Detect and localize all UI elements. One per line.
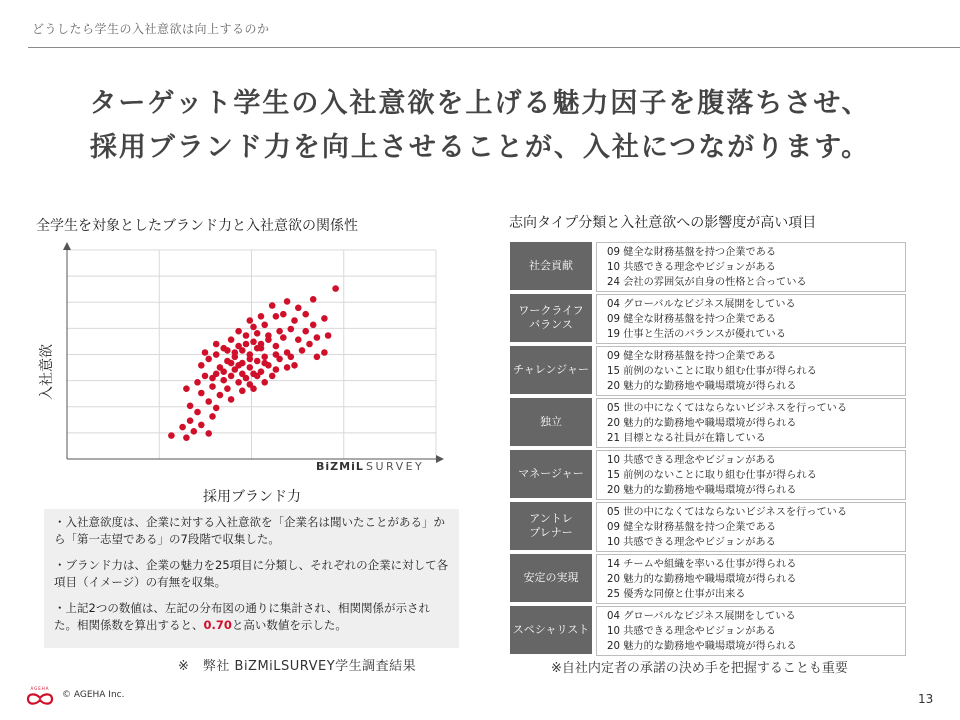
bizmil-survey-logo — [316, 460, 424, 473]
butterfly-icon — [28, 694, 52, 703]
scatter-point — [198, 390, 205, 397]
page-number: 13 — [918, 692, 934, 706]
type-item: 10 共感できる理念やビジョンがある — [607, 455, 776, 466]
ageha-logo-text: AGEHA — [30, 686, 50, 691]
type-label — [510, 606, 592, 654]
scatter-point — [243, 332, 250, 339]
note-2: ・ブランド力は、企業の魅力を25項目に分類し、それぞれの企業に対して各項目（イメージ）の有無を収集。 — [54, 558, 449, 589]
scatter-point — [280, 311, 287, 318]
scatter-point — [247, 317, 254, 324]
scatter-point — [202, 349, 209, 356]
type-row — [510, 502, 896, 550]
type-item: 09 健全な財務基盤を持つ企業である — [607, 351, 777, 362]
notes-box — [44, 509, 459, 648]
scatter-point — [258, 341, 265, 348]
scatter-point — [187, 403, 194, 410]
scatter-point — [273, 343, 280, 350]
scatter-point — [314, 334, 321, 341]
scatter-point — [273, 366, 280, 373]
type-item: 15 前例のないことに取り組む仕事が得られる — [607, 470, 817, 481]
type-items — [596, 398, 906, 448]
type-label — [510, 242, 592, 290]
scatter-point — [261, 322, 268, 329]
scatter-point — [288, 354, 295, 361]
scatter-point — [314, 354, 321, 361]
scatter-point — [284, 298, 291, 305]
type-label-text: 社会貢献 — [529, 259, 573, 272]
type-item: 15 前例のないことに取り組む仕事が得られる — [607, 366, 817, 377]
scatter-point — [321, 315, 328, 322]
scatter-point — [254, 330, 261, 337]
scatter-point — [187, 417, 194, 424]
scatter-point — [310, 322, 317, 329]
type-item: 25 優秀な同僚と仕事が出来る — [607, 589, 746, 600]
scatter-point — [213, 351, 220, 358]
scatter-point — [228, 396, 235, 403]
headline-line-1: ターゲット学生の入社意欲を上げる魅力因子を腹落ちさせ、 — [89, 88, 871, 119]
type-label-text: 安定の実現 — [523, 571, 579, 584]
type-item: 14 チームや組織を率いる仕事が得られる — [607, 559, 797, 570]
scatter-point — [332, 285, 339, 292]
type-item: 05 世の中になくてはならないビジネスを行っている — [607, 403, 848, 414]
type-row — [510, 294, 896, 342]
type-label-text: スペシャリスト — [512, 623, 590, 636]
type-label-text: 独立 — [540, 415, 562, 428]
x-axis-label: 採用ブランド力 — [203, 489, 301, 505]
scatter-point — [273, 313, 280, 320]
type-items — [596, 242, 906, 292]
type-label — [510, 450, 592, 498]
type-item: 09 健全な財務基盤を持つ企業である — [607, 314, 777, 325]
type-label-text: マネージャー — [518, 467, 584, 480]
headline-line-2: 採用ブランド力を向上させることが、入社につながります。 — [89, 132, 871, 163]
ageha-logo — [24, 684, 56, 708]
type-item: 20 魅力的な勤務地や職場環境が得られる — [607, 418, 797, 429]
scatter-point — [273, 351, 280, 358]
scatter-point — [250, 371, 257, 378]
logo-text-survey: SURVEY — [366, 460, 425, 473]
scatter-point — [179, 424, 186, 431]
y-axis-arrow-icon — [63, 242, 71, 250]
scatter-point — [183, 385, 190, 392]
type-item: 20 魅力的な勤務地や職場環境が得られる — [607, 641, 797, 652]
scatter-point — [269, 302, 276, 309]
scatter-point — [254, 358, 261, 365]
type-item: 04 グローバルなビジネス展開をしている — [607, 299, 796, 310]
scatter-point — [213, 405, 220, 412]
copyright: © AGEHA Inc. — [62, 690, 125, 700]
type-item: 20 魅力的な勤務地や職場環境が得られる — [607, 574, 797, 585]
type-row — [510, 346, 896, 394]
scatter-point — [209, 383, 216, 390]
survey-caption: ※ 弊社 BiZMiLSURVEY学生調査結果 — [178, 659, 417, 674]
type-label-text: アントレ プレナー — [529, 512, 573, 539]
logo-text-bizmil: BiZMiL — [316, 460, 364, 473]
scatter-point — [295, 305, 302, 312]
scatter-point — [191, 428, 198, 435]
scatter-point — [250, 385, 257, 392]
scatter-point — [306, 341, 313, 348]
note-3-text: ・上記2つの数値は、左記の分布図の通りに集計され、相関関係が示された。相関係数を算出すると、 — [54, 601, 431, 632]
breadcrumb: どうしたら学生の入社意欲は向上するのか — [32, 22, 270, 36]
scatter-point — [220, 377, 227, 384]
note-3 — [54, 600, 449, 634]
scatter-point — [209, 413, 216, 420]
scatter-point — [198, 422, 205, 429]
scatter-point — [202, 373, 209, 380]
scatter-section-title: 全学生を対象としたブランド力と入社意欲の関係性 — [36, 218, 358, 234]
scatter-point — [168, 432, 175, 439]
type-items — [596, 294, 906, 344]
type-label — [510, 502, 592, 550]
scatter-point — [228, 360, 235, 367]
scatter-point — [302, 328, 309, 335]
scatter-point — [213, 341, 220, 348]
scatter-point — [247, 364, 254, 371]
scatter-point — [247, 356, 254, 363]
scatter-point — [235, 328, 242, 335]
scatter-point — [280, 334, 287, 341]
scatter-point — [194, 409, 201, 416]
type-row — [510, 554, 896, 602]
scatter-point — [205, 430, 212, 437]
scatter-point — [235, 362, 242, 369]
type-item: 10 共感できる理念やビジョンがある — [607, 262, 776, 273]
scatter-point — [220, 368, 227, 375]
type-row — [510, 606, 896, 654]
type-label — [510, 294, 592, 342]
scatter-point — [295, 336, 302, 343]
type-row — [510, 398, 896, 446]
type-table — [510, 242, 896, 658]
scatter-point — [235, 379, 242, 386]
scatter-point — [299, 347, 306, 354]
scatter-point — [269, 373, 276, 380]
type-items — [596, 450, 906, 500]
scatter-point — [310, 296, 317, 303]
type-item: 20 魅力的な勤務地や職場環境が得られる — [607, 485, 797, 496]
type-item: 10 共感できる理念やビジョンがある — [607, 537, 776, 548]
scatter-chart — [36, 240, 460, 508]
type-items — [596, 554, 906, 604]
scatter-point — [265, 336, 272, 343]
type-item: 09 健全な財務基盤を持つ企業である — [607, 522, 777, 533]
scatter-point — [250, 324, 257, 331]
type-item: 05 世の中になくてはならないビジネスを行っている — [607, 507, 848, 518]
scatter-point — [243, 341, 250, 348]
scatter-point — [217, 392, 224, 399]
scatter-point — [205, 356, 212, 363]
scatter-point — [325, 332, 332, 339]
scatter-point — [228, 336, 235, 343]
scatter-point — [224, 347, 231, 354]
scatter-point — [261, 379, 268, 386]
scatter-point — [198, 362, 205, 369]
type-label — [510, 554, 592, 602]
scatter-point — [321, 349, 328, 356]
scatter-point — [232, 354, 239, 361]
type-items — [596, 502, 906, 552]
scatter-point — [276, 328, 283, 335]
type-item: 19 仕事と生活のバランスが優れている — [607, 329, 786, 340]
scatter-point — [183, 434, 190, 441]
type-items — [596, 606, 906, 656]
type-item: 20 魅力的な勤務地や職場環境が得られる — [607, 381, 797, 392]
x-axis-arrow-icon — [436, 455, 444, 463]
scatter-point — [284, 364, 291, 371]
scatter-point — [209, 375, 216, 382]
scatter-point — [239, 371, 246, 378]
note-3-tail: と高い数値を示した。 — [231, 618, 347, 632]
scatter-point — [194, 379, 201, 386]
note-1: ・入社意欲度は、企業に対する入社意欲を「企業名は聞いたことがある」から「第一志望である」の7段階で収集した。 — [54, 515, 445, 546]
type-item: 04 グローバルなビジネス展開をしている — [607, 611, 796, 622]
scatter-point — [302, 311, 309, 318]
scatter-points — [168, 285, 339, 441]
type-label-text: チャレンジャー — [513, 363, 589, 376]
types-section-title: 志向タイプ分類と入社意欲への影響度が高い項目 — [509, 215, 817, 231]
scatter-point — [239, 347, 246, 354]
type-label — [510, 346, 592, 394]
scatter-point — [250, 339, 257, 346]
scatter-point — [228, 373, 235, 380]
type-item: 09 健全な財務基盤を持つ企業である — [607, 247, 777, 258]
scatter-point — [291, 317, 298, 324]
type-item: 10 共感できる理念やビジョンがある — [607, 626, 776, 637]
type-items — [596, 346, 906, 396]
scatter-point — [261, 360, 268, 367]
type-label — [510, 398, 592, 446]
header-divider — [28, 47, 960, 48]
scatter-point — [261, 354, 268, 361]
correlation-value: 0.70 — [203, 618, 232, 632]
type-item: 21 目標となる社員が在籍している — [607, 433, 766, 444]
type-row — [510, 450, 896, 498]
type-row — [510, 242, 896, 290]
scatter-point — [288, 326, 295, 333]
headline — [0, 82, 960, 170]
type-label-text: ワークライフ バランス — [518, 304, 584, 331]
scatter-point — [258, 313, 265, 320]
types-caption: ※自社内定者の承諾の決め手を把握することも重要 — [551, 661, 848, 676]
scatter-point — [239, 388, 246, 395]
y-axis-label: 入社意欲 — [39, 344, 55, 400]
type-item: 24 会社の雰囲気が自身の性格と合っている — [607, 277, 807, 288]
scatter-point — [291, 362, 298, 369]
scatter-point — [205, 398, 212, 405]
scatter-point — [224, 385, 231, 392]
